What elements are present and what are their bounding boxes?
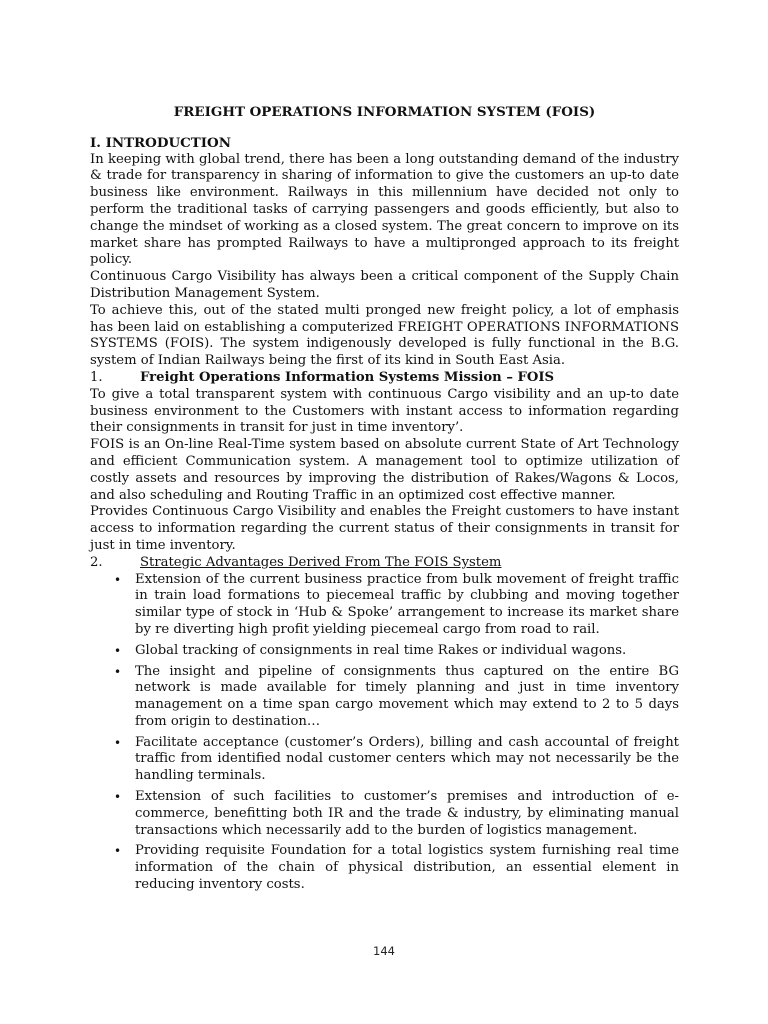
intro-paragraph-3: To achieve this, out of the stated multi pronged new freight policy, a lot of emphasis has been laid on establishing a computerized FREIGHT OPERATIONS INFORMATIONS SYSTEMS (FOIS). The system indigenously developed is fully functional in the B.G. system of Indian Railways being the first of its kind in South East Asia. [90, 302, 679, 369]
advantages-list [90, 572, 679, 894]
list-item [90, 789, 679, 839]
bullet-icon: • [114, 790, 122, 805]
list-item-text: Extension of the current business practice from bulk movement of freight traffic in train load formations to piecemeal traffic by clubbing and moving together similar type of stock in ‘Hub & Spoke’ arrangement to increase its market share by re diverting high profit yielding piecemeal cargo from road to rail. [135, 571, 679, 637]
list-item [90, 643, 679, 660]
list-item [90, 664, 679, 731]
list-item [90, 572, 679, 639]
mission-paragraph-2: FOIS is an On-line Real-Time system based on absolute current State of Art Technology and efficient Communication system. A management tool to optimize utilization of costly assets and resources by improving the distribution of Rakes/Wagons & Locos, and also scheduling and Routing Traffic in an optimized cost effective manner. [90, 437, 679, 503]
list-item [90, 735, 679, 785]
page-number: 144 [373, 944, 395, 958]
mission-paragraph-1: To give a total transparent system with continuous Cargo visibility and an up-to date business environment to the Customers with instant access to information regarding their consignments in transit for just in time inventory’. [90, 386, 679, 436]
bullet-icon: • [114, 643, 122, 658]
subsection-1-title: Freight Operations Information Systems Mission – FOIS [140, 369, 555, 385]
mission-paragraph-3: Provides Continuous Cargo Visibility and enables the Freight customers to have instant access to information regarding the current status of their consignments in transit for just in time inventory. [90, 504, 679, 553]
subsection-1-number: 1. [90, 369, 103, 385]
subsection-2-heading [90, 555, 679, 572]
list-item-text: The insight and pipeline of consignments thus captured on the entire BG network is made available for timely planning and just in time inventory management on a time span cargo movement which may extend to 2 to 5 days from origin to destination… [135, 663, 679, 729]
intro-paragraph-1: In keeping with global trend, there has been a long outstanding demand of the industry & trade for transparency in sharing of information to give the customers an up-to date business like environment. Railways in this millennium have decided not only to perform the traditional tasks of carrying passengers and goods efficiently, but also to change the mindset of working as a closed system. The great concern to improve on its market share has prompted Railways to have a multipronged approach to its freight policy. [90, 151, 679, 268]
subsection-1-heading [90, 370, 679, 387]
list-item-text: Extension of such facilities to customer’s premises and introduction of e-commerce, benefitting both IR and the trade & industry, by eliminating manual transactions which necessarily add to the burden of logistics management. [135, 789, 679, 838]
list-item-text: Facilitate acceptance (customer’s Orders), billing and cash accountal of freight traffic from identified nodal customer centers which may not necessarily be the handling terminals. [135, 734, 679, 784]
bullet-icon: • [114, 664, 122, 679]
bullet-icon: • [114, 735, 122, 750]
list-item [90, 843, 679, 893]
subsection-2-number: 2. [90, 554, 103, 570]
section-heading-introduction: I. INTRODUCTION [90, 134, 231, 151]
intro-paragraph-2: Continuous Cargo Visibility has always been a critical component of the Supply Chain Distribution Management System. [90, 269, 679, 301]
document-page [90, 100, 679, 898]
list-item-text: Global tracking of consignments in real time Rakes or individual wagons. [135, 642, 627, 658]
bullet-icon: • [114, 572, 122, 587]
list-item-text: Providing requisite Foundation for a total logistics system furnishing real time information of the chain of physical distribution, an essential element in reducing inventory costs. [135, 843, 679, 893]
subsection-2-title: Strategic Advantages Derived From The FOIS System [140, 554, 502, 570]
bullet-icon: • [114, 844, 122, 859]
document-title: FREIGHT OPERATIONS INFORMATION SYSTEM (FOIS) [173, 104, 596, 120]
